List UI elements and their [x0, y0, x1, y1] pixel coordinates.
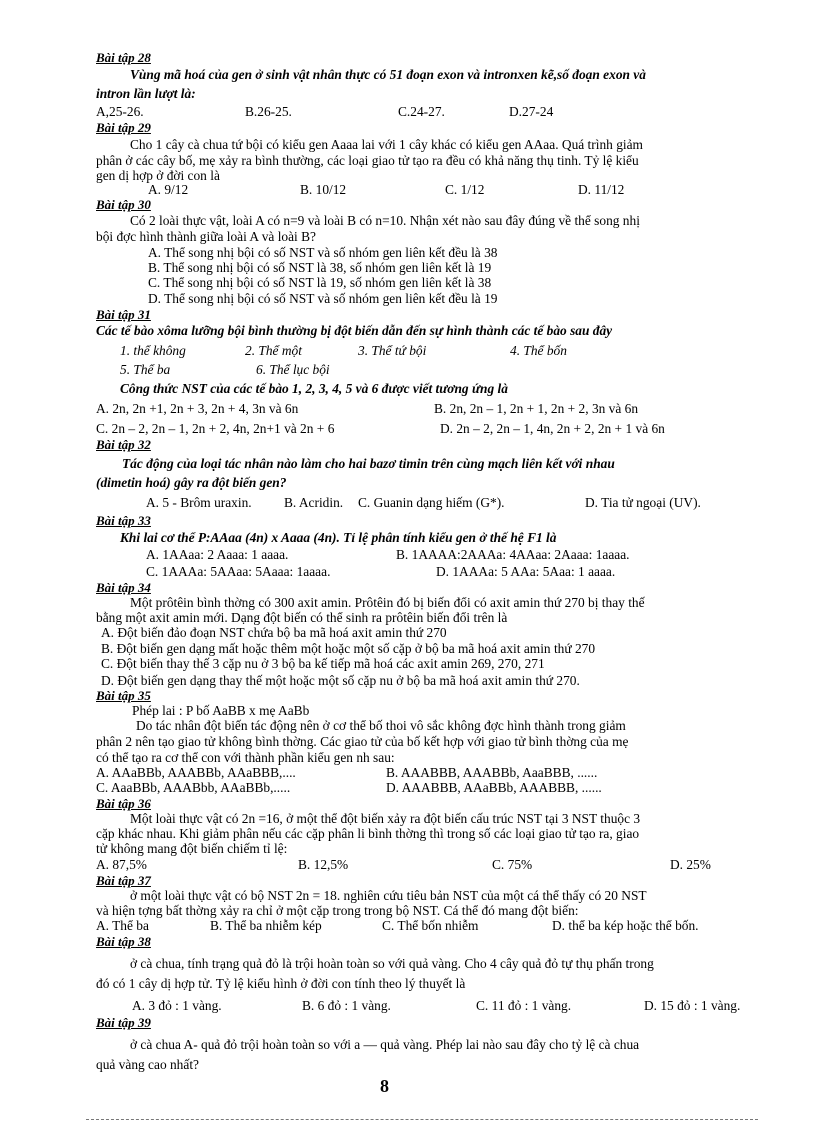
exercise-33-question: Khi lai cơ thể P:AAaa (4n) x Aaaa (4n). Tỉ lệ phân tính kiểu gen ở thế hệ F1 là	[120, 530, 557, 545]
exercise-38-option-a: A. 3 đỏ : 1 vàng.	[132, 998, 222, 1013]
exercise-35-line-1: Do tác nhân đột biến tác động nên ở cơ thể bố thoi vô sắc không đợc hình thành trong giảm	[136, 718, 626, 733]
exercise-36-heading: Bài tập 36	[96, 796, 151, 811]
exercise-31-option-c: C. 2n – 2, 2n – 1, 2n + 2, 4n, 2n+1 và 2n + 6	[96, 421, 335, 436]
exercise-30-heading: Bài tập 30	[96, 197, 151, 212]
exercise-31-item-4: 4. Thể bốn	[510, 343, 567, 358]
exercise-30-option-d: D. Thể song nhị bội có số NST và số nhóm gen liên kết đều là 19	[148, 291, 498, 306]
exercise-37-line-2: và hiện tợng bất thờng xảy ra chỉ ở một cặp trong trong bộ NST. Cá thể đó mang đột biến:	[96, 903, 579, 918]
exercise-35-option-c: C. AaaBBb, AAABbb, AAaBBb,.....	[96, 780, 291, 795]
exercise-31-option-d: D. 2n – 2, 2n – 1, 4n, 2n + 2, 2n + 1 và 6n	[440, 421, 665, 436]
exercise-31-question: Các tế bào xôma lưỡng bội bình thường bị đột biến dẫn đến sự hình thành các tế bào sau đây	[96, 323, 613, 338]
exercise-38-line-2: đó có 1 cây dị hợp tử. Tỷ lệ kiểu hình ở đời con tính theo lý thuyết là	[96, 976, 466, 991]
exercise-32-question-cont: (dimetin hoá) gây ra đột biến gen?	[96, 475, 287, 490]
exercise-28-question-cont: intron lần lượt là:	[96, 86, 196, 101]
exercise-32-question: Tác động của loại tác nhân nào làm cho hai bazơ timin trên cùng mạch liên kết với nhau	[122, 456, 615, 471]
exercise-31-question-2: Công thức NST của các tế bào 1, 2, 3, 4, 5 và 6 được viết tương ứng là	[120, 381, 508, 396]
exercise-35-line-2: phân 2 nên tạo giao tử không bình thờng. Các giao tử của bố kết hợp với giao tử bình thờng của mẹ	[96, 734, 629, 749]
exercise-36-line-1: Một loài thực vật có 2n =16, ở một thể đột biến xảy ra đột biến cấu trúc NST tại 3 NST thuộc 3	[130, 811, 641, 826]
exercise-34-option-a: A. Đột biến đảo đoạn NST chứa bộ ba mã hoá axit amin thứ 270	[101, 625, 447, 640]
exercise-33-heading: Bài tập 33	[96, 513, 151, 528]
exercise-34-line-1: Một prôtêin bình thờng có 300 axit amin. Prôtêin đó bị biến đổi có axit amin thứ 270 bị thay thế	[130, 595, 645, 610]
exercise-29-line-3: gen dị hợp ở đời con là	[96, 168, 220, 183]
exercise-38-option-c: C. 11 đỏ : 1 vàng.	[476, 998, 572, 1013]
exercise-34-line-2: bằng một axit amin mới. Dạng đột biến có thể sinh ra prôtêin biến đổi trên là	[96, 610, 508, 625]
exercise-34-option-b: B. Đột biến gen dạng mất hoặc thêm một hoặc một số cặp ở bộ ba mã hoá axit amin thứ 270	[101, 641, 596, 656]
exercise-31-item-2: 2. Thể một	[245, 343, 302, 358]
exercise-33-option-c: C. 1AAAa: 5AAaa: 5Aaaa: 1aaaa.	[146, 564, 331, 579]
exercise-29-line-2: phân ở các cây bố, mẹ xảy ra bình thường, các loại giao tử tạo ra đều có khả năng thụ tinh. Tỷ lệ kiểu	[96, 153, 639, 168]
exercise-30-line-1: Có 2 loài thực vật, loài A có n=9 và loài B có n=10. Nhận xét nào sau đây đúng về thể song nhị	[130, 213, 640, 228]
exercise-36-option-c: C. 75%	[492, 857, 533, 872]
exercise-32-option-a: A. 5 - Brôm uraxin.	[146, 495, 252, 510]
exercise-29-option-d: D. 11/12	[578, 182, 625, 197]
exercise-28-question: Vùng mã hoá của gen ở sinh vật nhân thực có 51 đoạn exon và intronxen kẽ,số đoạn exon và	[130, 67, 646, 82]
exercise-29-option-b: B. 10/12	[300, 182, 347, 197]
exercise-28-heading: Bài tập 28	[96, 50, 151, 65]
exercise-35-cross: Phép lai : P bố AaBB x mẹ AaBb	[132, 703, 310, 718]
bottom-divider	[86, 1119, 758, 1120]
exercise-37-option-a: A. Thể ba	[96, 918, 149, 933]
exercise-37-option-c: C. Thể bốn nhiễm	[382, 918, 479, 933]
exercise-31-option-a: A. 2n, 2n +1, 2n + 3, 2n + 4, 3n và 6n	[96, 401, 299, 416]
exercise-30-option-b: B. Thể song nhị bội có số NST là 38, số nhóm gen liên kết là 19	[148, 260, 492, 275]
exercise-36-option-a: A. 87,5%	[96, 857, 147, 872]
exercise-34-heading: Bài tập 34	[96, 580, 151, 595]
exercise-28-option-c: C.24-27.	[398, 104, 445, 119]
exercise-29-option-a: A. 9/12	[148, 182, 189, 197]
exercise-32-option-c: C. Guanin dạng hiếm (G*).	[358, 495, 505, 510]
exercise-38-line-1: ở cà chua, tính trạng quả đỏ là trội hoàn toàn so với quả vàng. Cho 4 cây quả đỏ tự thụ phấn trong	[130, 956, 654, 971]
exercise-39-line-1: ở cà chua A- quả đỏ trội hoàn toàn so với a — quả vàng. Phép lai nào sau đây cho tỷ lệ cà chua	[130, 1037, 640, 1052]
exercise-28-option-d: D.27-24	[509, 104, 554, 119]
exercise-37-option-d: D. thể ba kép hoặc thể bốn.	[552, 918, 699, 933]
exercise-37-heading: Bài tập 37	[96, 873, 151, 888]
exercise-38-heading: Bài tập 38	[96, 934, 151, 949]
exercise-30-option-c: C. Thể song nhị bội có số NST là 19, số nhóm gen liên kết là 38	[148, 275, 492, 290]
exercise-36-option-d: D. 25%	[670, 857, 711, 872]
exercise-36-line-2: cặp khác nhau. Khi giảm phân nếu các cặp phân li bình thờng thì trong số các loại giao tử tạo ra, giao	[96, 826, 640, 841]
exercise-29-option-c: C. 1/12	[445, 182, 485, 197]
exercise-32-option-b: B. Acridin.	[284, 495, 344, 510]
exercise-38-option-b: B. 6 đỏ : 1 vàng.	[302, 998, 391, 1013]
exercise-31-item-3: 3. Thể tứ bội	[358, 343, 427, 358]
exercise-33-option-a: A. 1AAaa: 2 Aaaa: 1 aaaa.	[146, 547, 289, 562]
exercise-31-item-5: 5. Thể ba	[120, 362, 171, 377]
exercise-32-heading: Bài tập 32	[96, 437, 151, 452]
exercise-37-line-1: ở một loài thực vật có bộ NST 2n = 18. nghiên cứu tiêu bản NST của một cá thể thấy có 20 NST	[130, 888, 647, 903]
exercise-39-line-2: quả vàng cao nhất?	[96, 1057, 199, 1072]
exercise-35-option-d: D. AAABBB, AAaBBb, AAABBB, ......	[386, 780, 602, 795]
exercise-28-option-b: B.26-25.	[245, 104, 292, 119]
exercise-35-heading: Bài tập 35	[96, 688, 151, 703]
exercise-39-heading: Bài tập 39	[96, 1015, 151, 1030]
exercise-34-option-c: C. Đột biến thay thế 3 cặp nu ở 3 bộ ba kế tiếp mã hoá các axit amin 269, 270, 271	[101, 656, 545, 671]
exercise-35-option-b: B. AAABBB, AAABBb, AaaBBB, ......	[386, 765, 598, 780]
exercise-29-line-1: Cho 1 cây cà chua tứ bội có kiểu gen Aaaa lai với 1 cây khác có kiểu gen AAaa. Quá trình giảm	[130, 137, 643, 152]
exercise-31-option-b: B. 2n, 2n – 1, 2n + 1, 2n + 2, 3n và 6n	[434, 401, 639, 416]
exercise-33-option-b: B. 1AAAA:2AAAa: 4AAaa: 2Aaaa: 1aaaa.	[396, 547, 630, 562]
exercise-30-option-a: A. Thể song nhị bội có số NST và số nhóm gen liên kết đều là 38	[148, 245, 498, 260]
exercise-31-heading: Bài tập 31	[96, 307, 151, 322]
page-number: 8	[380, 1076, 389, 1096]
exercise-36-line-3: tử không mang đột biến chiếm tỉ lệ:	[96, 841, 288, 856]
exercise-35-line-3: có thể tạo ra cơ thể con với thành phần kiểu gen nh sau:	[96, 750, 395, 765]
exercise-32-option-d: D. Tia tử ngoại (UV).	[585, 495, 701, 510]
exercise-31-item-1: 1. thể không	[120, 343, 186, 358]
exercise-34-option-d: D. Đột biến gen dạng thay thế một hoặc một số cặp nu ở bộ ba mã hoá axit amin thứ 270.	[101, 673, 580, 688]
exercise-38-option-d: D. 15 đỏ : 1 vàng.	[644, 998, 741, 1013]
exercise-33-option-d: D. 1AAAa: 5 AAa: 5Aaa: 1 aaaa.	[436, 564, 616, 579]
exercise-37-option-b: B. Thể ba nhiễm kép	[210, 918, 322, 933]
exercise-28-option-a: A,25-26.	[96, 104, 144, 119]
exercise-36-option-b: B. 12,5%	[298, 857, 349, 872]
exercise-29-heading: Bài tập 29	[96, 120, 151, 135]
exercise-31-item-6: 6. Thể lục bội	[256, 362, 330, 377]
exercise-35-option-a: A. AAaBBb, AAABBb, AAaBBB,....	[96, 765, 296, 780]
exercise-30-line-2: bội đợc hình thành giữa loài A và loài B?	[96, 229, 316, 244]
